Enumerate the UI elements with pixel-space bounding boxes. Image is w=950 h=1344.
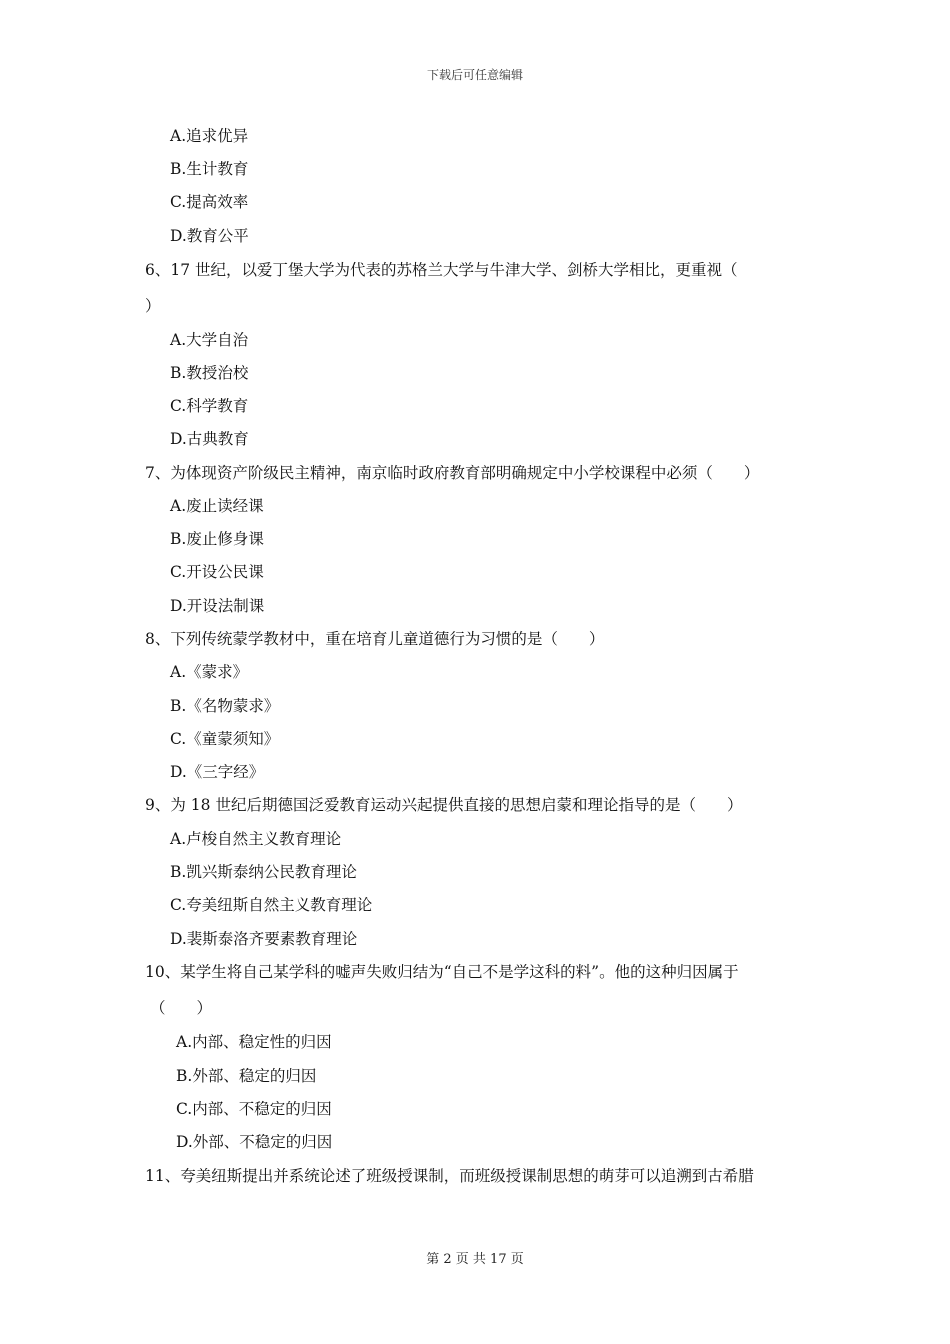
option-d: D.裴斯泰洛齐要素教育理论	[170, 930, 358, 948]
question-10: 10、某学生将自己某学科的嘘声失败归结为“自己不是学这科的料”。他的这种归因属于	[145, 963, 739, 981]
question-11: 11、夸美纽斯提出并系统论述了班级授课制，而班级授课制思想的萌芽可以追溯到古希腊	[145, 1167, 754, 1185]
option-a: A.《蒙求》	[170, 663, 249, 681]
page-header: 下载后可任意编辑	[426, 68, 523, 82]
option-c: C.开设公民课	[170, 563, 264, 581]
option-a: A.追求优异	[170, 127, 249, 145]
option-a: A.废止读经课	[170, 497, 264, 515]
question-10-continuation: （ ）	[150, 999, 213, 1017]
option-c: C.科学教育	[170, 397, 249, 415]
page-footer: 第 2 页 共 17 页	[426, 1252, 524, 1267]
option-b: B.教授治校	[170, 364, 249, 382]
option-c: C.提高效率	[170, 193, 249, 211]
option-b: B.废止修身课	[170, 530, 264, 548]
option-d: D.外部、不稳定的归因	[176, 1133, 333, 1151]
option-d: D.教育公平	[170, 227, 249, 245]
option-c: C.内部、不稳定的归因	[176, 1100, 332, 1118]
question-7: 7、为体现资产阶级民主精神，南京临时政府教育部明确规定中小学校课程中必须（ ）	[145, 464, 760, 482]
question-8: 8、下列传统蒙学教材中，重在培育儿童道德行为习惯的是（ ）	[145, 630, 605, 648]
option-d: D.开设法制课	[170, 597, 265, 615]
option-a: A.内部、稳定性的归因	[176, 1033, 332, 1051]
option-c: C.夸美纽斯自然主义教育理论	[170, 896, 373, 914]
option-d: D.古典教育	[170, 430, 249, 448]
option-b: B.凯兴斯泰纳公民教育理论	[170, 863, 357, 881]
option-b: B.《名物蒙求》	[170, 697, 280, 715]
option-c: C.《童蒙须知》	[170, 730, 280, 748]
option-a: A.大学自治	[170, 331, 249, 349]
option-b: B.生计教育	[170, 160, 249, 178]
option-d: D.《三字经》	[170, 763, 265, 781]
option-b: B.外部、稳定的归因	[176, 1067, 317, 1085]
question-6-continuation: ）	[145, 297, 161, 315]
question-9: 9、为 18 世纪后期德国泛爱教育运动兴起提供直接的思想启蒙和理论指导的是（ ）	[145, 796, 743, 814]
question-6: 6、17 世纪，以爱丁堡大学为代表的苏格兰大学与牛津大学、剑桥大学相比，更重视（	[145, 261, 738, 279]
option-a: A.卢梭自然主义教育理论	[170, 830, 342, 848]
